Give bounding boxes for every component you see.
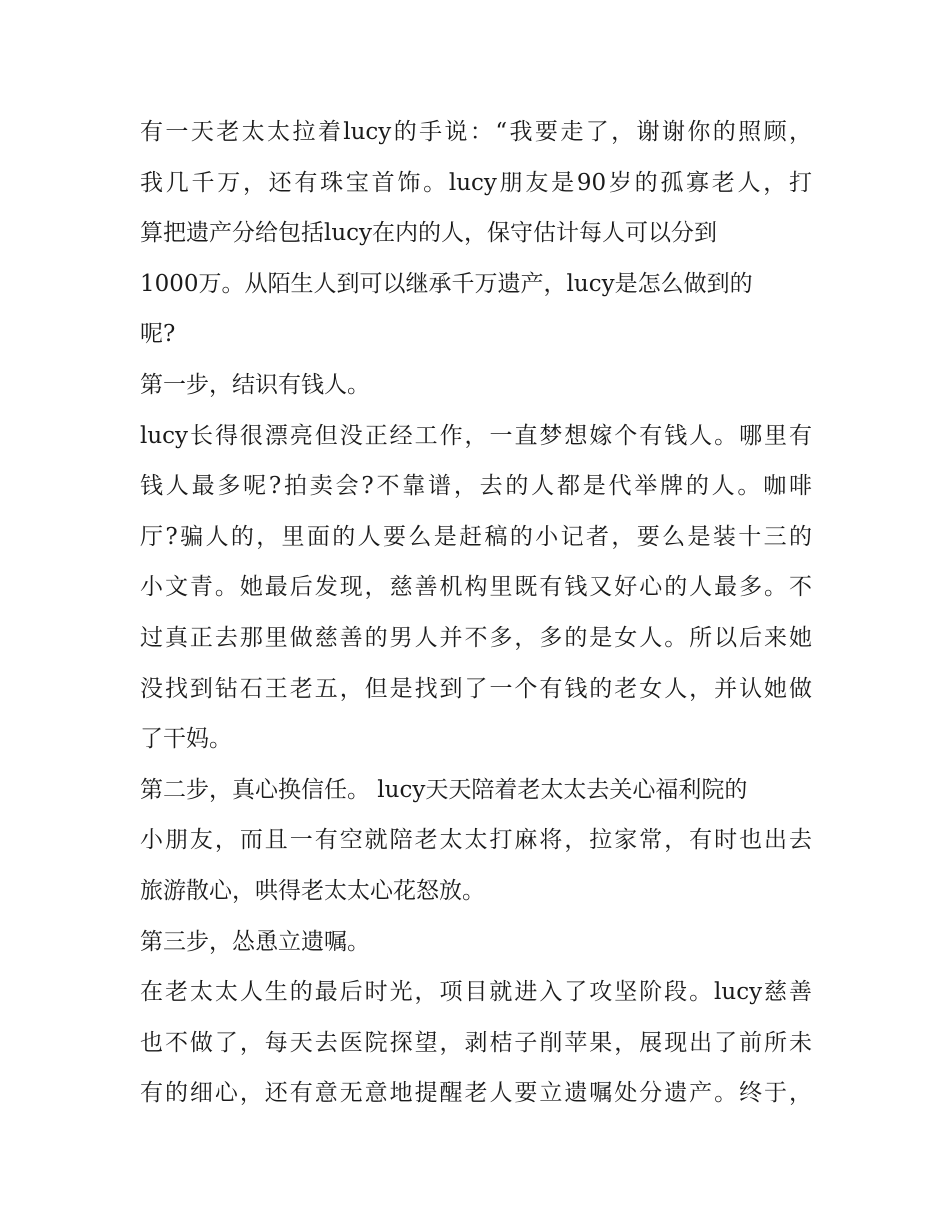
text-line: 1000万。从陌生人到可以继承千万遗产，lucy是怎么做到的 — [140, 270, 753, 297]
text-line: 钱人最多呢?拍卖会?不靠谱，去的人都是代举牌的人。咖啡 — [140, 473, 812, 500]
text-line: 小朋友，而且一有空就陪老太太打麻将，拉家常，有时也出去 — [140, 827, 812, 854]
text-line: 呢? — [140, 321, 176, 348]
text-line: 了干妈。 — [140, 726, 232, 753]
text-line: 旅游散心，哄得老太太心花怒放。 — [140, 877, 485, 904]
step-heading: 第一步，结识有钱人。 — [140, 371, 370, 398]
text-line: 有的细心，还有意无意地提醒老人要立遗嘱处分遗产。终于， — [140, 1080, 812, 1107]
text-line: lucy长得很漂亮但没正经工作，一直梦想嫁个有钱人。哪里有 — [140, 422, 812, 449]
text-line: 厅?骗人的，里面的人要么是赶稿的小记者，要么是装十三的 — [140, 523, 812, 550]
text-line: 也不做了，每天去医院探望，剥桔子削苹果，展现出了前所未 — [140, 1029, 812, 1056]
text-line: 有一天老太太拉着lucy的手说：“我要走了，谢谢你的照顾， — [140, 119, 812, 145]
step-heading: 第三步，怂恿立遗嘱。 — [140, 928, 370, 955]
step-heading: 第二步，真心换信任。 lucy天天陪着老太太去关心福利院的 — [140, 776, 748, 803]
body-text — [140, 107, 812, 1119]
text-line: 过真正去那里做慈善的男人并不多，多的是女人。所以后来她 — [140, 624, 812, 651]
text-line: 算把遗产分给包括lucy在内的人，保守估计每人可以分到 — [140, 220, 718, 247]
text-line: 小文青。她最后发现，慈善机构里既有钱又好心的人最多。不 — [140, 574, 812, 601]
text-line: 在老太太人生的最后时光，项目就进入了攻坚阶段。lucy慈善 — [140, 979, 812, 1006]
text-line: 我几千万，还有珠宝首饰。lucy朋友是90岁的孤寡老人，打 — [140, 169, 812, 196]
text-line: 没找到钻石王老五，但是找到了一个有钱的老女人，并认她做 — [140, 675, 812, 702]
